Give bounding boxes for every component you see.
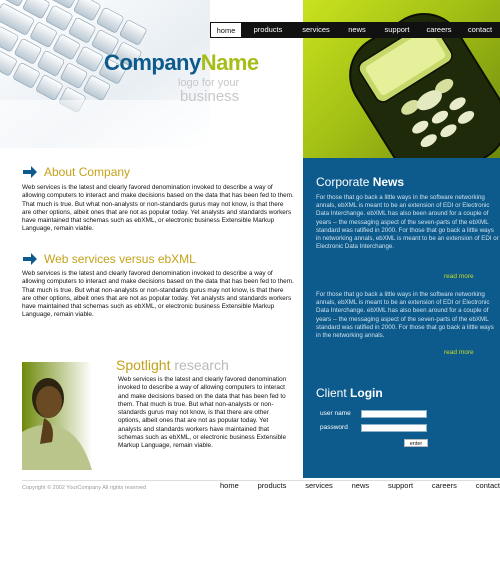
login-title-b: Login [350, 386, 383, 400]
spotlight-title-a: Spotlight [116, 357, 171, 373]
bottom-nav [220, 481, 500, 490]
copyright-text: Copyright © 2002 YourCompany All rights reserved [22, 485, 147, 491]
about-text: Web services is the latest and clearly favored denomination invoked to describe a way of allowing computers to interact and make decisions based on the data that has been fed to them. That much is true. But what non-analysts or non-standards gurus may not know, is that there are other options, albeit ones that are not as popular today. Yet analysts and standards workers have maintained that schemas such as ebXML, or electronic business Extensible Markup Language, remain viable. [22, 184, 294, 233]
news-item-1-text: For those that go back a little ways in the software networking annals, ebXML is meant to be an extension of EDI or Electronic Data Interchange. ebXML has also been around for a couple of years -- the messaging aspect of the seven-parts of the ebXML standard was ratified in 2000. For those that go back a little ways in networking annals, ebXML is meant to be an extension of EDI or Electronic Data Interchange. [316, 194, 499, 251]
services-title: Web services versus ebXML [44, 252, 196, 266]
read-more-link-1[interactable]: read more [444, 273, 474, 280]
password-label: password [320, 424, 348, 431]
footer-nav-services[interactable]: services [305, 481, 333, 490]
footer-nav-careers[interactable]: careers [431, 481, 457, 490]
arrow-right-icon [22, 252, 38, 266]
spotlight-photo [22, 362, 92, 470]
logo-name: Name [200, 50, 259, 75]
about-title: About Company [44, 165, 131, 179]
footer-nav-home[interactable]: home [220, 481, 239, 490]
footer-nav-news[interactable]: news [351, 481, 370, 490]
spotlight-text: Web services is the latest and clearly favored denomination invoked to describe a way of allowing computers to interact and make decisions based on the data that has been fed to them. That much is true. But what non-analysts or non-standards gurus may not know, is that there are other options, albeit ones that are not as popular today. Yet analysts and standards workers have maintained that schemas such as ebXML, or electronic business Extensible Markup Language, remain viable. [118, 376, 287, 450]
nav-support[interactable]: support [376, 22, 418, 38]
services-heading [22, 252, 196, 266]
logo-tagline [178, 78, 239, 104]
username-label: user name [320, 410, 351, 417]
footer-nav-contact[interactable]: contact [475, 481, 500, 490]
username-input[interactable] [361, 410, 427, 418]
top-nav [210, 22, 500, 38]
nav-home[interactable]: home [210, 22, 242, 38]
news-title [316, 175, 404, 189]
nav-services[interactable]: services [294, 22, 338, 38]
login-title [316, 386, 383, 400]
nav-contact[interactable]: contact [460, 22, 500, 38]
enter-button[interactable]: enter [404, 439, 428, 447]
news-item-2-text: For those that go back a little ways in the software networking annals, ebXML is meant to be an extension of EDI or Electronic Data Interchange. ebXML has also been around for a couple of years -- the messaging aspect of the seven-parts of the ebXML standard was ratified in 2000. For those that go back a little ways in the networking annals. [316, 291, 494, 340]
news-title-a: Corporate [316, 175, 370, 189]
footer-nav-products[interactable]: products [257, 481, 287, 490]
about-heading [22, 165, 130, 179]
login-title-a: Client [316, 386, 347, 400]
logo-company: Company [104, 50, 201, 75]
services-text: Web services is the latest and clearly favored denomination invoked to describe a way of allowing computers to interact and make decisions based on the data that has been fed to them. That much is true. But what non-analysts or non-standards gurus may not know, is that there are other options, albeit ones that are not as popular today. Yet analysts and standards workers have maintained that schemas such as ebXML, or electronic business Extensible Markup Language, remain viable. [22, 270, 294, 319]
news-title-b: News [372, 175, 405, 189]
nav-careers[interactable]: careers [418, 22, 460, 38]
arrow-right-icon [22, 165, 38, 179]
spotlight-title-b: research [174, 357, 229, 373]
company-logo[interactable] [104, 50, 259, 76]
password-input[interactable] [361, 424, 427, 432]
read-more-link-2[interactable]: read more [444, 349, 474, 356]
spotlight-title [116, 357, 229, 373]
nav-products[interactable]: products [242, 22, 294, 38]
tagline-line1: logo for your [178, 77, 240, 89]
nav-news[interactable]: news [338, 22, 376, 38]
footer-nav-support[interactable]: support [388, 481, 414, 490]
tagline-line2: business [179, 88, 240, 105]
